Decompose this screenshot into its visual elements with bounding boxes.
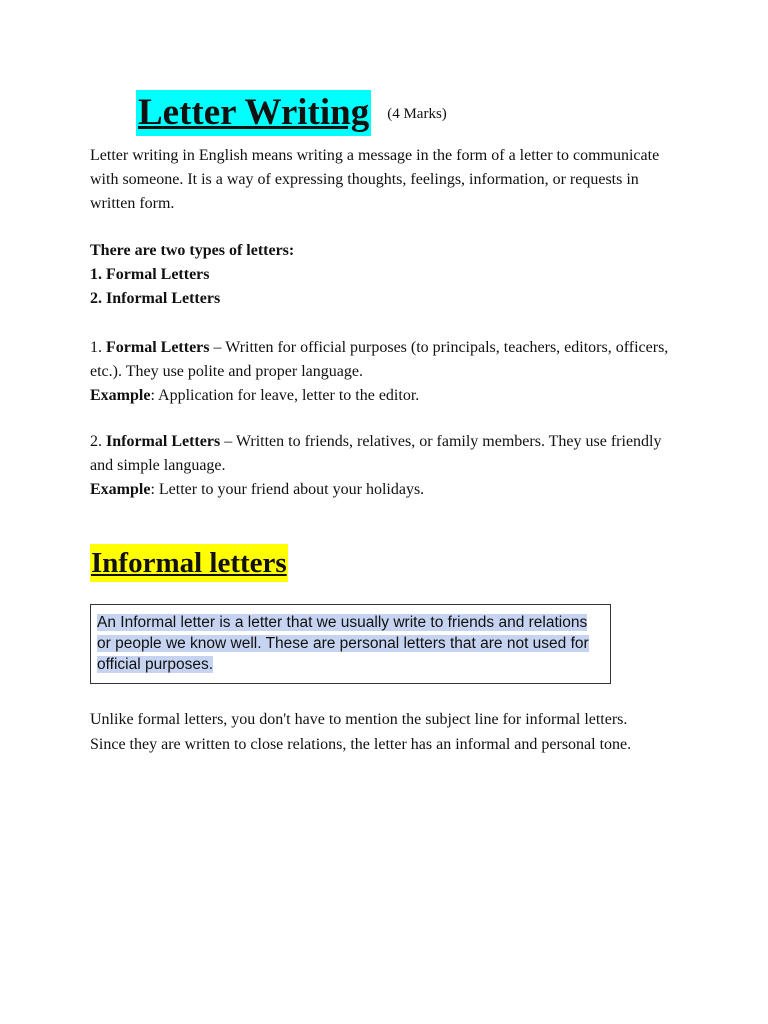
informal-letters-heading: Informal letters — [90, 544, 288, 582]
intro-paragraph: Letter writing in English means writing a message in the form of a letter to communicate with someone. It is a way of expressing thoughts, feelings, information, or requests in written form. — [90, 147, 660, 212]
informal-description: – Written to friends, relatives, or family members. They use friendly and simple language. — [90, 433, 662, 474]
definition-box — [90, 604, 611, 684]
informal-paragraph — [90, 430, 680, 502]
types-item-informal: 2. Informal Letters — [90, 290, 221, 307]
formal-example-text: : Application for leave, letter to the editor. — [150, 387, 420, 404]
informal-term: Informal Letters — [106, 433, 221, 450]
informal-example-text: : Letter to your friend about your holidays. — [150, 481, 425, 498]
formal-number: 1. — [90, 339, 102, 356]
formal-example-label: Example — [90, 387, 151, 404]
page-title: Letter Writing — [136, 90, 371, 136]
formal-term: Formal Letters — [106, 339, 210, 356]
formal-description: – Written for official purposes (to principals, teachers, editors, officers, etc.). They use polite and proper language. — [90, 339, 669, 380]
marks-label: (4 Marks) — [387, 106, 447, 122]
types-heading: There are two types of letters: — [90, 242, 295, 259]
unlike-paragraph: Unlike formal letters, you don't have to mention the subject line for informal letters. Since they are written to close relations, the letter has an informal and personal tone. — [90, 711, 632, 753]
informal-number: 2. — [90, 433, 102, 450]
definition-text: An Informal letter is a letter that we usually write to friends and relations or people we know well. These are personal letters that are not used for official purposes. — [97, 614, 589, 673]
title-row — [136, 90, 447, 136]
types-list — [90, 239, 680, 311]
types-item-formal: 1. Formal Letters — [90, 266, 210, 283]
informal-example-label: Example — [90, 481, 151, 498]
formal-paragraph — [90, 336, 680, 408]
